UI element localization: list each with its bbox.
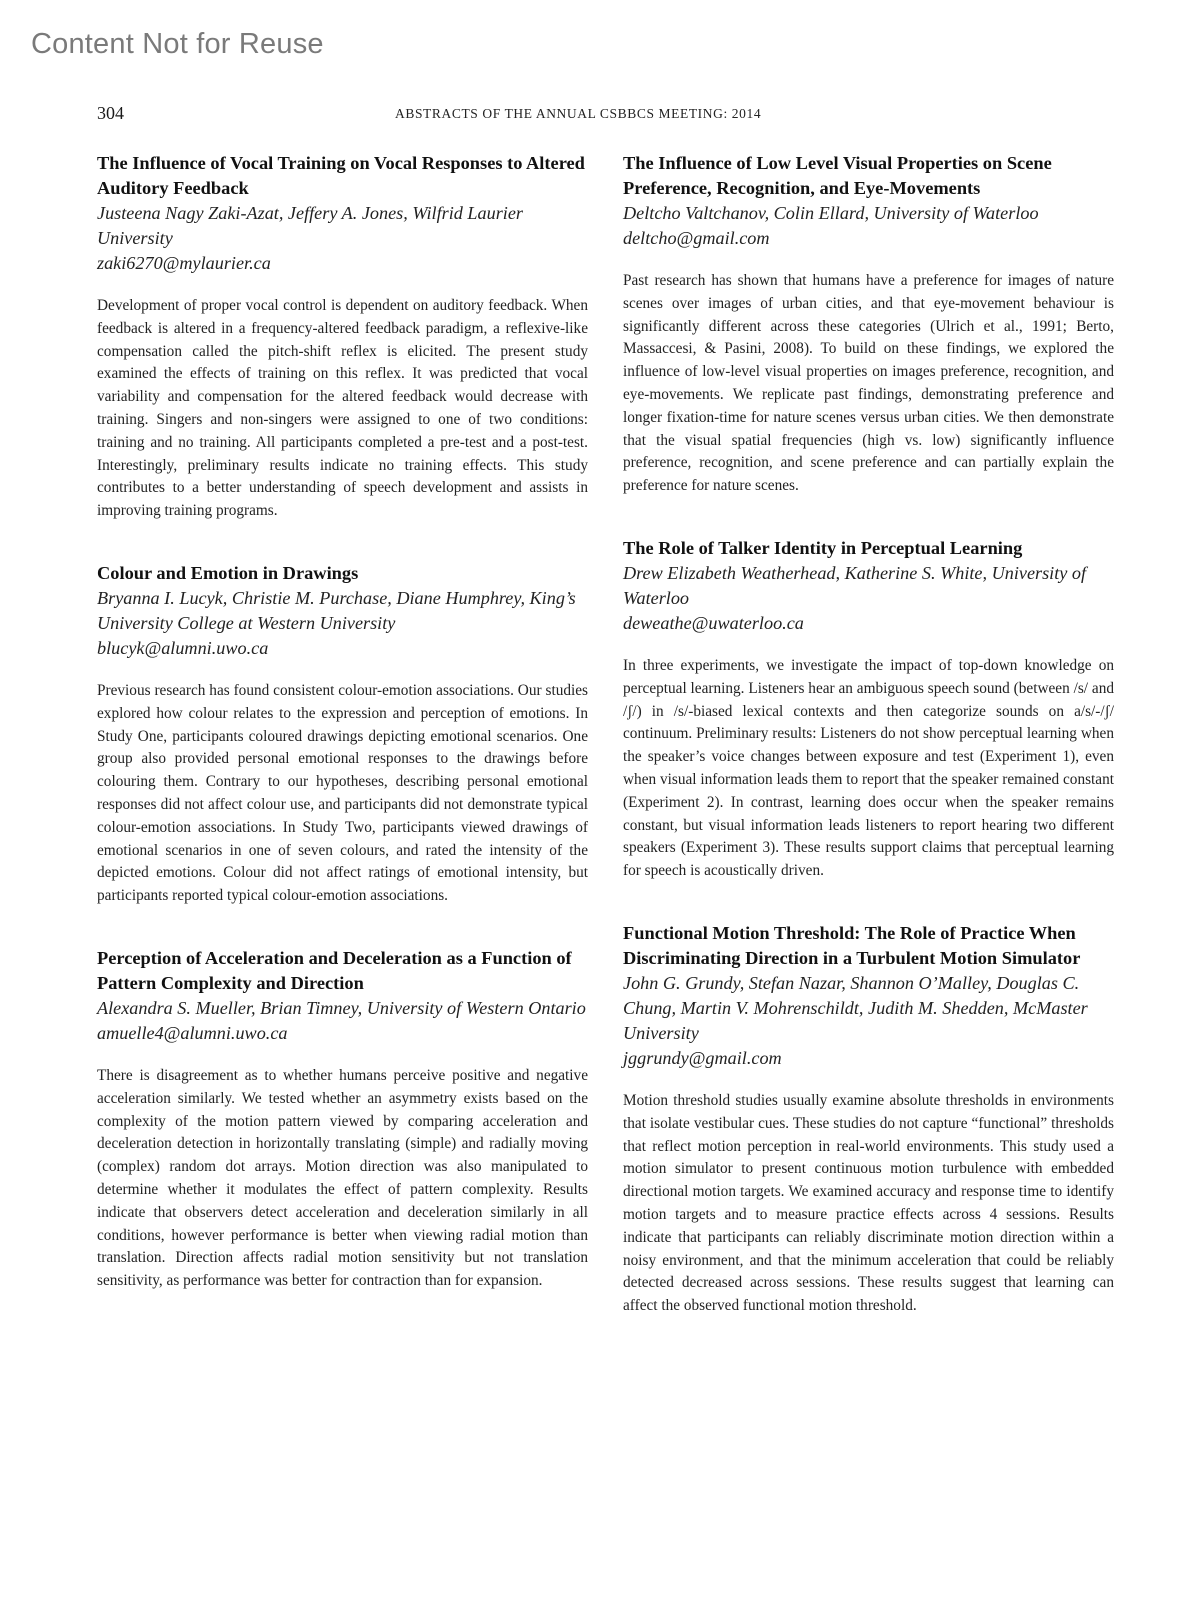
abstract-motion-threshold	[623, 921, 1114, 1318]
abstract-authors: Deltcho Valtchanov, Colin Ellard, University of Waterloo	[623, 203, 1039, 223]
running-head: ABSTRACTS OF THE ANNUAL CSBBCS MEETING: 2014	[395, 106, 762, 121]
watermark-text: Content Not for Reuse	[31, 28, 324, 60]
abstract-title: Colour and Emotion in Drawings	[97, 562, 359, 583]
abstract-title: The Role of Talker Identity in Perceptual Learning	[623, 537, 1023, 558]
left-column	[97, 151, 588, 1331]
abstract-email: blucyk@alumni.uwo.ca	[97, 637, 269, 658]
abstract-body: There is disagreement as to whether humans perceive positive and negative acceleration similarly. We tested whether an asymmetry exists based on the complexity of the motion pattern viewed by comparing acceleration and deceleration detection in horizontally translating (simple) and radially moving (complex) random dot arrays. Motion direction was also manipulated to determine whether it modulates the effect of pattern complexity. Results indicate that observers detect acceleration and deceleration similarly in all conditions, however performance is better when viewing radial motion than translation. Direction affects radial motion sensitivity but not translation sensitivity, as performance was better for contraction than for expansion.	[97, 1066, 588, 1290]
abstract-authors: Justeena Nagy Zaki-Azat, Jeffery A. Jones, Wilfrid Laurier University	[97, 203, 523, 248]
abstract-colour-emotion	[97, 561, 588, 908]
abstract-title: The Influence of Low Level Visual Properties on Scene Preference, Recognition, and Eye-Movements	[623, 153, 1052, 198]
abstract-body: Motion threshold studies usually examine absolute thresholds in environments that isolate vestibular cues. These studies do not capture “functional” thresholds that reflect motion perception in real-world environments. This study used a motion simulator to present continuous motion turbulence with embedded directional motion targets. We examined accuracy and response time to identify motion targets and to measure practice effects across 4 sessions. Results indicate that participants can reliably discriminate motion direction within a noisy environment, and that the minimum acceleration that could be reliably detected decreased across sessions. These results suggest that learning can affect the observed functional motion threshold.	[623, 1091, 1114, 1315]
abstract-authors: Bryanna I. Lucyk, Christie M. Purchase, Diane Humphrey, King’s University College at Western University	[97, 587, 576, 633]
abstract-body: Previous research has found consistent colour-emotion associations. Our studies explored how colour relates to the expression and perception of emotions. In Study One, participants coloured drawings depicting emotional scenarios. One group also provided personal emotional responses to the drawings before colouring them. Contrary to our hypotheses, describing personal emotional responses did not affect colour use, and participants did not demonstrate typical colour-emotion associations. In Study Two, participants viewed drawings of emotional scenarios in one of seven colours, and rated the intensity of the depicted emotions. Colour did not affect ratings of emotional intensity, but participants reported typical colour-emotion associations.	[97, 681, 588, 905]
abstract-vocal-training	[97, 151, 588, 523]
abstract-title: The Influence of Vocal Training on Vocal Responses to Altered Auditory Feedback	[97, 153, 585, 198]
abstract-email: deweathe@uwaterloo.ca	[623, 612, 804, 633]
abstract-authors: Alexandra S. Mueller, Brian Timney, University of Western Ontario	[97, 997, 586, 1018]
abstract-email: zaki6270@mylaurier.ca	[97, 253, 271, 273]
abstract-talker-identity	[623, 536, 1114, 883]
abstract-title: Perception of Acceleration and Deceleration as a Function of Pattern Complexity and Direction	[97, 947, 572, 993]
abstract-body: Past research has shown that humans have a preference for images of nature scenes over images of urban cities, and that eye-movement behaviour is significantly different across these categories (Ulrich et al., 1991; Berto, Massaccesi, & Pasini, 2008). To build on these findings, we explored the influence of low-level visual properties on images preference, recognition, and eye-movements. We replicate past findings, demonstrating preference and longer fixation-time for nature scenes versus urban cities. We then demonstrate that the visual spatial frequencies (high vs. low) significantly influence preference, recognition, and scene preference and can partially explain the preference for nature scenes.	[623, 272, 1114, 495]
abstract-email: amuelle4@alumni.uwo.ca	[97, 1022, 288, 1043]
abstract-authors: Drew Elizabeth Weatherhead, Katherine S. White, University of Waterloo	[623, 562, 1087, 608]
abstract-acceleration-perception	[97, 946, 588, 1293]
right-column	[623, 151, 1114, 1356]
abstract-authors: John G. Grundy, Stefan Nazar, Shannon O’Malley, Douglas C. Chung, Martin V. Mohrenschildt, Judith M. Shedden, McMaster University	[623, 972, 1088, 1043]
abstract-body: In three experiments, we investigate the impact of top-down knowledge on perceptual learning. Listeners hear an ambiguous speech sound (between /s/ and /ʃ/) in /s/-biased lexical contexts and then categorize sounds on a/s/-/ʃ/ continuum. Preliminary results: Listeners do not show perceptual learning when the speaker’s voice changes between exposure and test (Experiment 1), even when visual information leads them to report that the speaker remained constant (Experiment 2). In contrast, learning does occur when the speaker remains constant, but visual information leads listeners to report hearing two different speakers (Experiment 3). These results support claims that perceptual learning for speech is acoustically driven.	[623, 656, 1114, 880]
abstract-email: jggrundy@gmail.com	[623, 1047, 782, 1068]
abstract-title: Functional Motion Threshold: The Role of Practice When Discriminating Direction in a Turbulent Motion Simulator	[623, 922, 1081, 968]
abstract-body: Development of proper vocal control is dependent on auditory feedback. When feedback is altered in a frequency-altered feedback paradigm, a reflexive-like compensation called the pitch-shift reflex is elicited. The present study examined the effects of training on this reflex. It was predicted that vocal variability and compensation for the altered feedback would decrease with training. Singers and non-singers were assigned to one of two conditions: training and no training. All participants completed a pre-test and a post-test. Interestingly, preliminary results indicate no training effects. This study contributes to a better understanding of speech development and assists in improving training programs.	[97, 297, 588, 520]
abstract-visual-properties	[623, 151, 1114, 498]
page-number: 304	[97, 103, 124, 123]
abstract-email: deltcho@gmail.com	[623, 228, 770, 248]
